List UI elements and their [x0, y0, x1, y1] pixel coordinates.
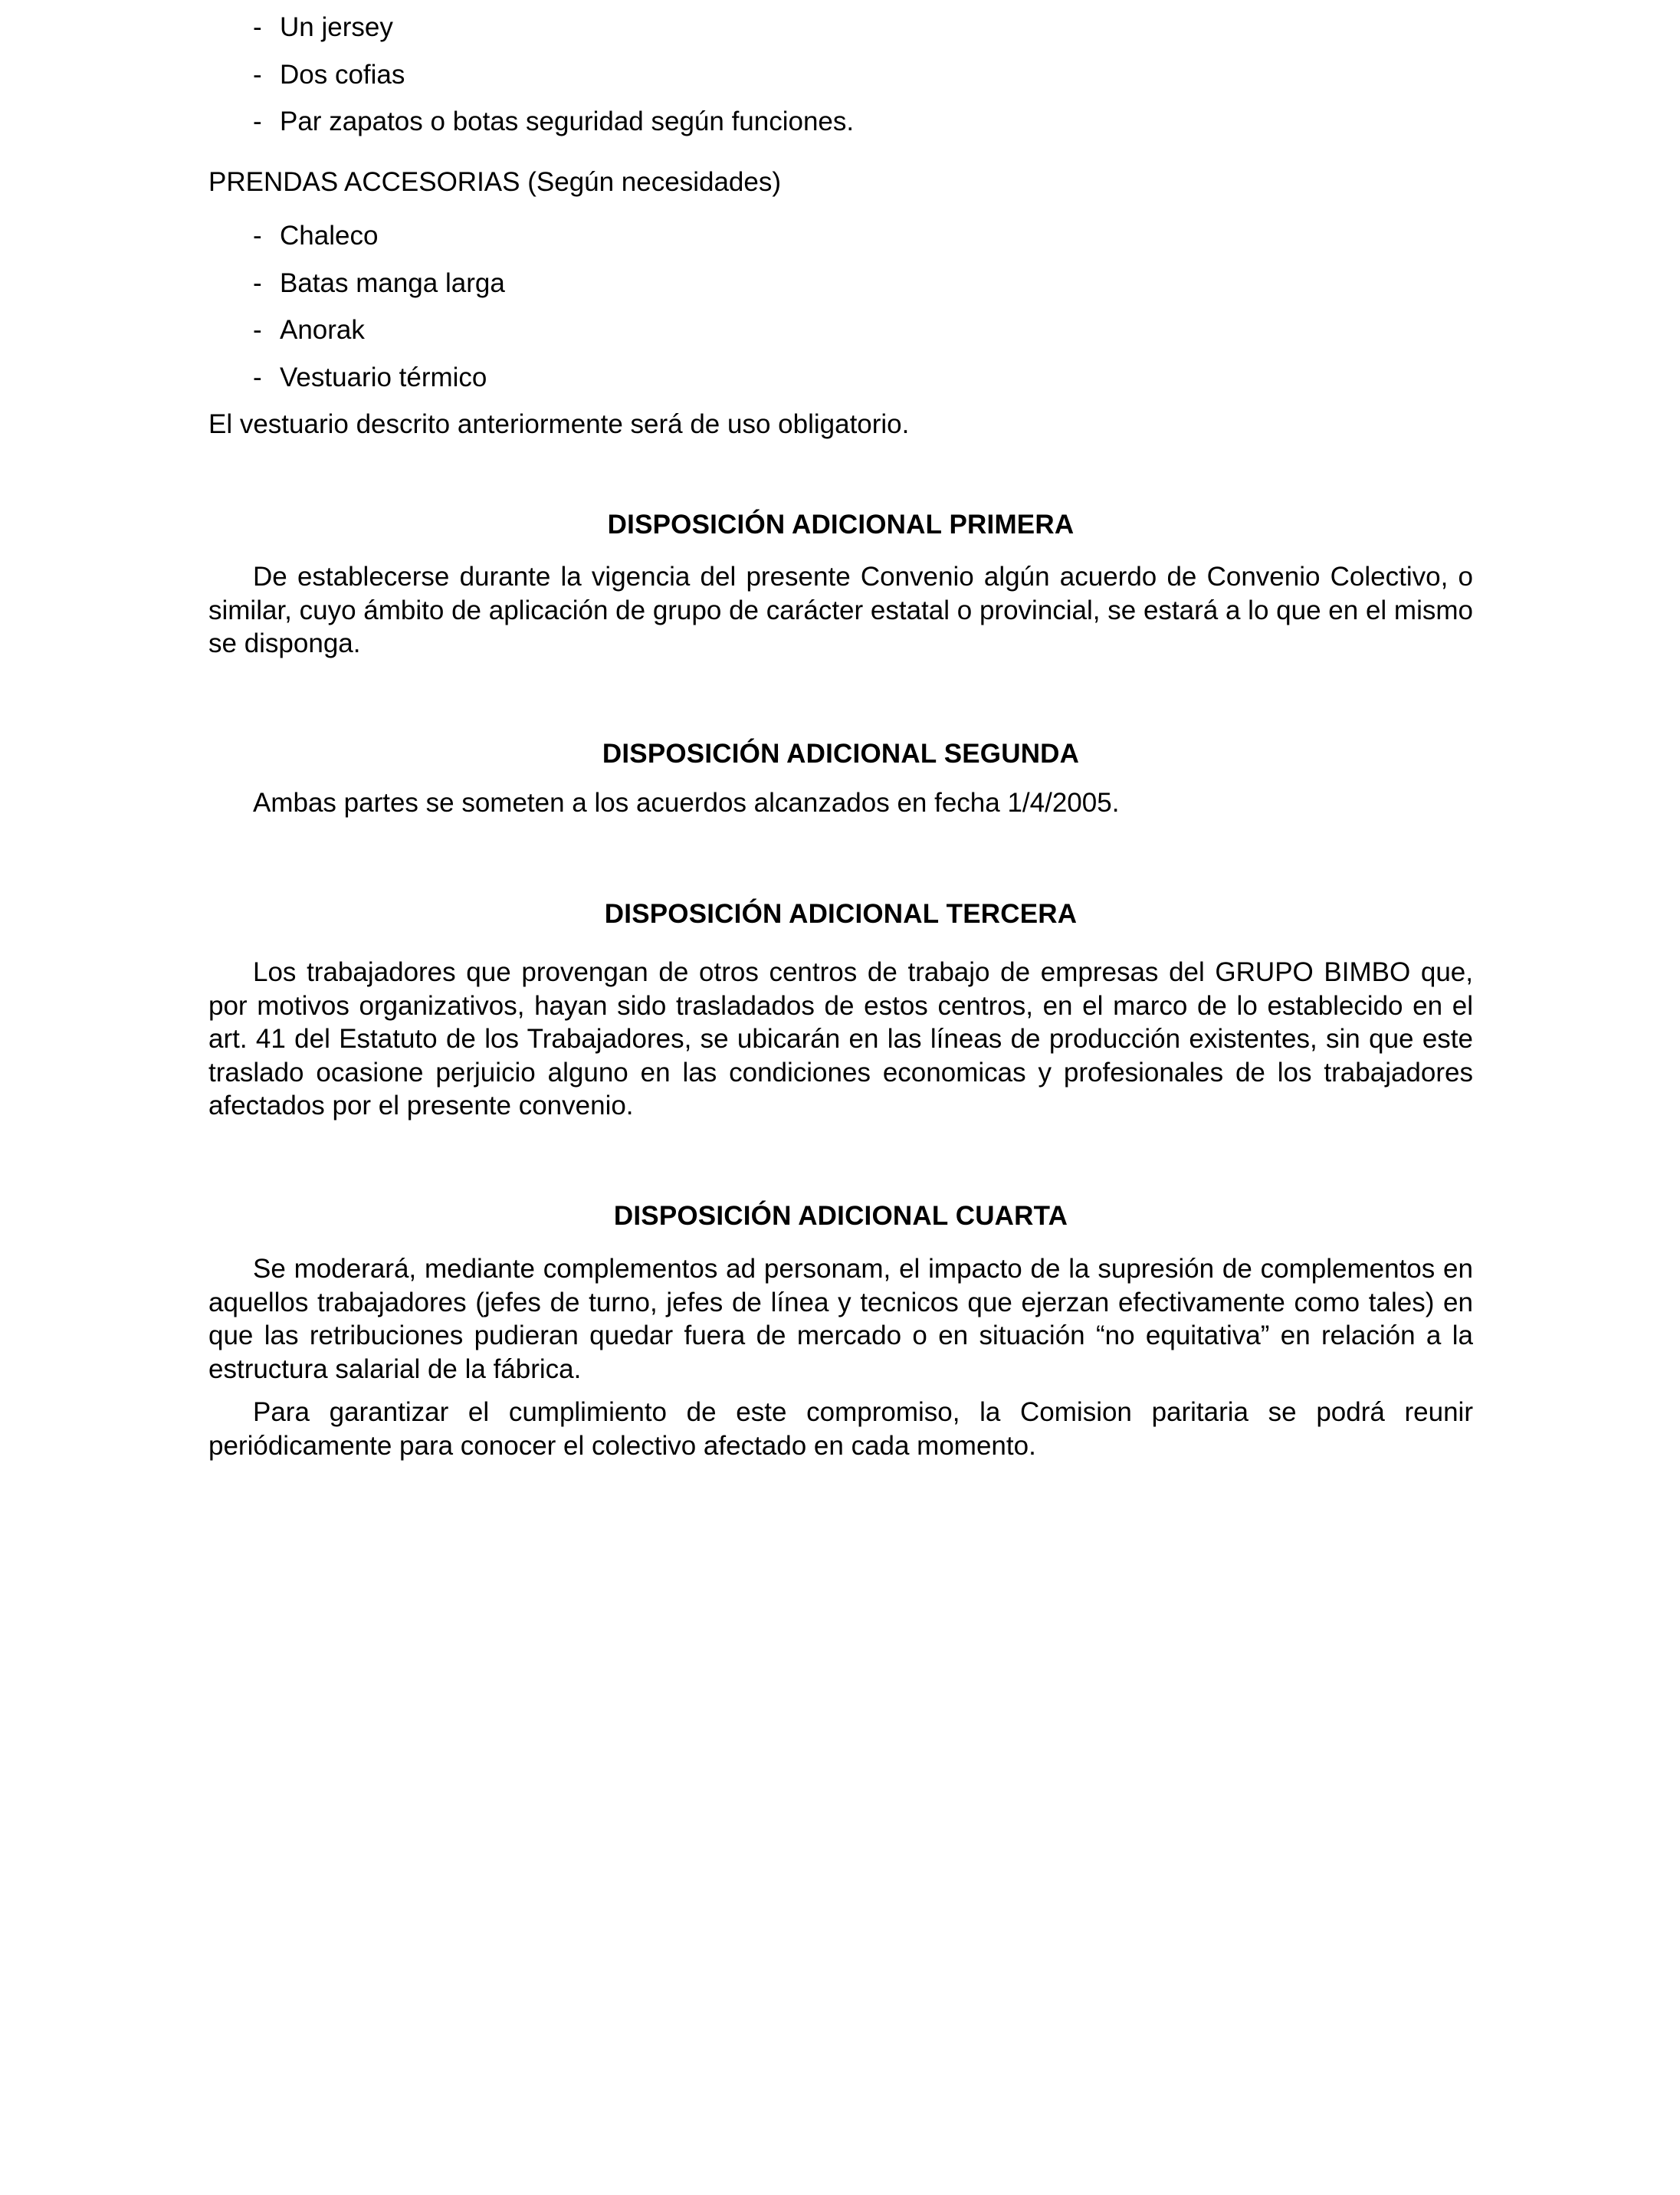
section-title-tercera: DISPOSICIÓN ADICIONAL TERCERA	[604, 898, 1078, 929]
accessories-heading: PRENDAS ACCESORIAS (Según necesidades)	[208, 166, 781, 197]
list-item	[208, 361, 1473, 395]
list-item-text: Dos cofias	[280, 59, 405, 90]
list-item-text: Vestuario térmico	[280, 362, 487, 392]
list-item	[208, 58, 1473, 92]
list-item-marker: -	[253, 315, 262, 345]
list-item-marker: -	[253, 221, 262, 251]
section-title-segunda: DISPOSICIÓN ADICIONAL SEGUNDA	[602, 738, 1080, 769]
obligatory-note: El vestuario descrito anteriormente será de uso obligatorio.	[208, 409, 910, 439]
section-title-primera: DISPOSICIÓN ADICIONAL PRIMERA	[607, 509, 1075, 540]
list-item-marker: -	[253, 267, 262, 298]
list-item	[208, 219, 1473, 253]
list-item	[208, 11, 1473, 44]
list-item-marker: -	[253, 362, 262, 392]
list-item-text: Chaleco	[280, 221, 379, 251]
list-item-text: Un jersey	[280, 12, 393, 42]
list-item	[208, 313, 1473, 347]
list-item-marker: -	[253, 12, 262, 42]
list-item	[208, 105, 1473, 139]
section-paragraph: Se moderará, mediante complementos ad personam, el impacto de la supresión de complementos en aquellos trabajadores (jefes de turno, jefes de línea y tecnicos que ejerzan efectivamente como tales) en que las retribuciones pudieran quedar fuera de mercado o en situación “no equitativa” en relación a la estructura salarial de la fábrica.	[208, 1254, 1473, 1384]
list-item	[208, 267, 1473, 300]
section-paragraph: Ambas partes se someten a los acuerdos alcanzados en fecha 1/4/2005.	[253, 788, 1120, 818]
section-paragraph: Los trabajadores que provengan de otros centros de trabajo de empresas del GRUPO BIMBO que, por motivos organizativos, hayan sido trasladados de estos centros, en el marco de lo establecido en el art. 41 del Estatuto de los Trabajadores, se ubicarán en las líneas de producción existentes, sin que este traslado ocasione perjuicio alguno en las condiciones economicas y profesionales de los trabajadores afectados por el presente convenio.	[208, 957, 1473, 1120]
section-paragraph: De establecerse durante la vigencia del presente Convenio algún acuerdo de Convenio Colectivo, o similar, cuyo ámbito de aplicación de grupo de carácter estatal o provincial, se estará a lo que en el mismo se disponga.	[208, 562, 1473, 658]
list-item-text: Par zapatos o botas seguridad según funciones.	[280, 107, 855, 136]
list-item-marker: -	[253, 59, 262, 90]
list-item-text: Batas manga larga	[280, 267, 505, 298]
section-paragraph: Para garantizar el cumplimiento de este compromiso, la Comision paritaria se podrá reunir periódicamente para conocer el colectivo afectado en cada momento.	[208, 1397, 1473, 1461]
section-title-cuarta: DISPOSICIÓN ADICIONAL CUARTA	[613, 1200, 1068, 1231]
list-item-text: Anorak	[280, 315, 365, 345]
list-item-marker: -	[253, 107, 262, 136]
